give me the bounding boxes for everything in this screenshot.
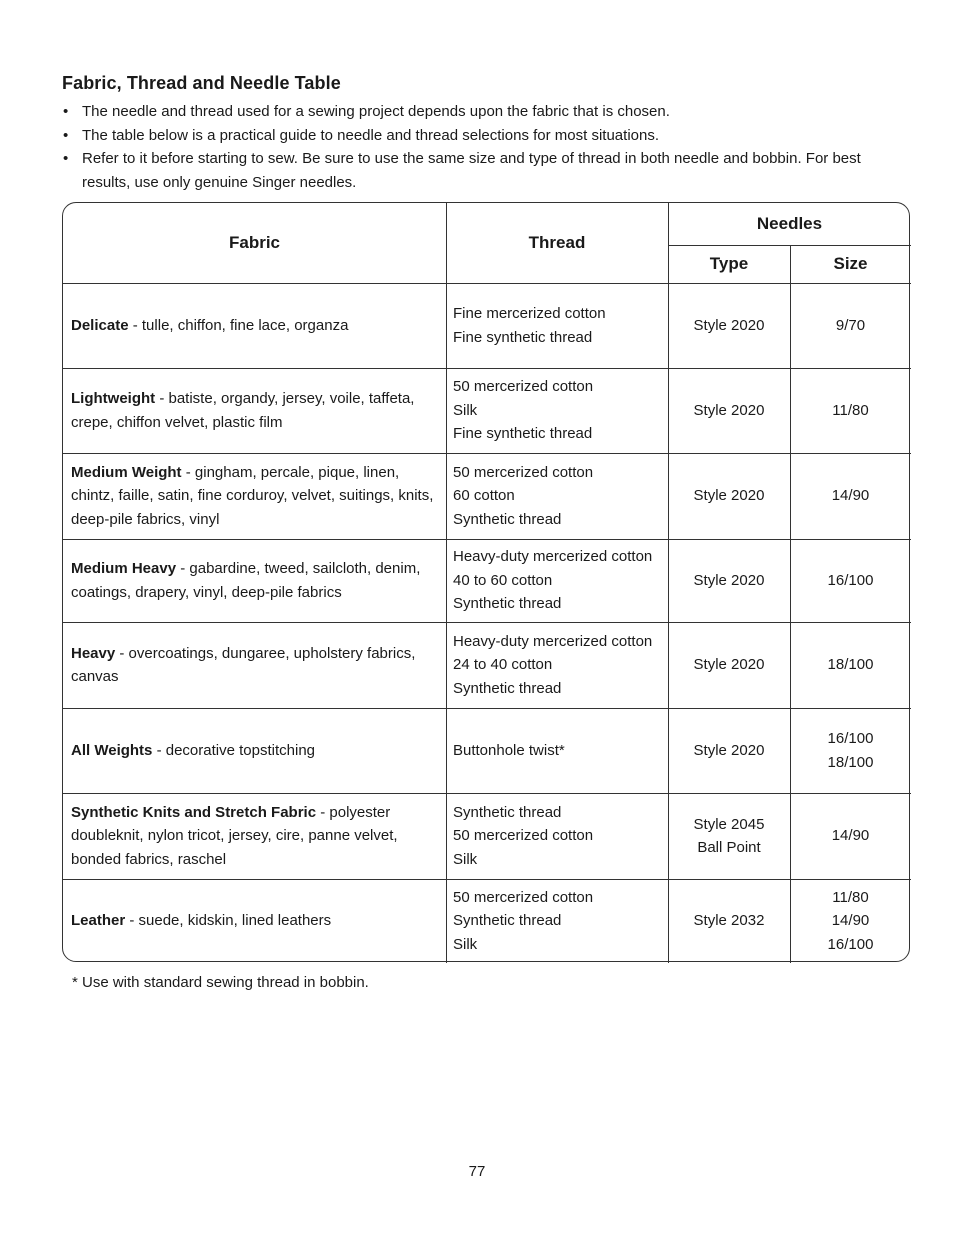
header-needles: Needles (756, 214, 823, 233)
needle-size-line: 18/100 (827, 753, 874, 771)
needle-type-cell (668, 484, 790, 508)
fabric-name: Synthetic Knits and Stretch Fabric (71, 803, 317, 821)
thread-line: 50 mercerized cotton (453, 888, 594, 906)
thread-line: 50 mercerized cotton (453, 463, 594, 481)
thread-line: Synthetic thread (453, 595, 562, 613)
needle-type-cell (668, 909, 790, 933)
needle-size-line: 14/90 (831, 487, 870, 505)
thread-line: Buttonhole twist* (453, 741, 565, 759)
fabric-name: Leather (71, 912, 126, 929)
thread-line: Heavy-duty mercerized cotton (453, 632, 653, 650)
bullet-item: • The table below is a practical guide to needle and thread selections for most situations. (60, 124, 890, 148)
thread-cell (453, 545, 668, 616)
thread-cell (453, 886, 668, 957)
needle-size-cell (790, 399, 911, 423)
row-divider (63, 539, 911, 540)
needle-size-line: 16/100 (827, 571, 874, 589)
fabric-cell: Synthetic Knits and Stretch Fabric - polyester doubleknit, nylon tricot, jersey, cire, panne velvet, bonded fabrics, raschel (71, 803, 398, 868)
needle-type-cell (668, 813, 790, 860)
fabric-cell: Delicate - tulle, chiffon, fine lace, organza (71, 316, 349, 334)
fabric-description: batiste, organdy, jersey, voile, taffeta, crepe, chiffon velvet, plastic film (71, 390, 415, 431)
needle-size-line: 14/90 (831, 912, 870, 930)
thread-line: Fine synthetic thread (453, 425, 593, 443)
thread-line: Silk (453, 850, 478, 868)
thread-line: Synthetic thread (453, 679, 562, 697)
thread-line: Fine synthetic thread (453, 328, 593, 346)
needle-type-cell (668, 399, 790, 423)
row-divider (63, 879, 911, 880)
fabric-name: Delicate (71, 316, 129, 334)
thread-cell (453, 630, 668, 701)
footnote: * Use with standard sewing thread in bobbin. (72, 974, 369, 991)
thread-line: Silk (453, 935, 478, 953)
header-type: Type (709, 254, 749, 273)
fabric-name: All Weights (71, 741, 153, 759)
thread-line: Synthetic thread (453, 912, 562, 930)
intro-bullet-list (60, 100, 890, 194)
fabric-cell: Medium Heavy - gabardine, tweed, sailcloth, denim, coatings, drapery, vinyl, deep-pile fabrics (71, 560, 421, 601)
thread-line: 50 mercerized cotton (453, 378, 594, 396)
thread-line: 50 mercerized cotton (453, 827, 594, 845)
fabric-description: gingham, percale, pique, linen, chintz, faille, satin, fine corduroy, velvet, suitings, knits, deep-pile fabrics, vinyl (71, 463, 434, 528)
needle-type-line: Style 2020 (693, 487, 765, 505)
needle-size-line: 18/100 (827, 656, 874, 674)
bullet-item: • The needle and thread used for a sewing project depends upon the fabric that is chosen. (60, 100, 890, 124)
needle-size-cell (790, 314, 911, 338)
needle-type-line: Style 2020 (693, 656, 765, 674)
thread-line: Fine mercerized cotton (453, 305, 606, 322)
needle-size-cell (790, 886, 911, 957)
needle-size-cell (790, 569, 911, 593)
thread-cell (453, 375, 668, 446)
needle-type-line: Style 2020 (693, 571, 765, 589)
fabric-name: Medium Heavy (71, 560, 177, 577)
fabric-cell: Medium Weight - gingham, percale, pique, linen, chintz, faille, satin, fine corduroy, velvet, suitings, knits, deep-pile fabrics, vinyl (71, 463, 434, 528)
thread-line: 40 to 60 cotton (453, 571, 553, 589)
row-divider (63, 368, 911, 369)
row-divider (63, 708, 911, 709)
header-divider (668, 245, 911, 246)
needle-size-line: 11/80 (832, 888, 869, 906)
needle-type-line: Style 2045 (693, 815, 765, 833)
needle-type-line: Style 2020 (693, 316, 765, 334)
needle-size-cell (790, 653, 911, 677)
row-divider (63, 793, 911, 794)
fabric-description: gabardine, tweed, sailcloth, denim, coatings, drapery, vinyl, deep-pile fabrics (71, 560, 421, 601)
needle-size-line: 14/90 (831, 827, 870, 845)
needle-size-cell (790, 484, 911, 508)
thread-line: Heavy-duty mercerized cotton (453, 548, 653, 566)
fabric-description: tulle, chiffon, fine lace, organza (141, 316, 349, 334)
thread-cell (453, 801, 668, 872)
fabric-cell: Heavy - overcoatings, dungaree, upholstery fabrics, canvas (71, 644, 416, 685)
thread-line: Synthetic thread (453, 510, 562, 528)
needle-type-line: Style 2020 (693, 741, 765, 759)
header-fabric: Fabric (228, 233, 281, 252)
page-number: 77 (468, 1163, 486, 1180)
fabric-cell: All Weights - decorative topstitching (71, 741, 316, 759)
needle-size-line: 11/80 (832, 401, 869, 419)
fabric-cell: Leather - suede, kidskin, lined leathers (71, 912, 332, 929)
fabric-description: polyester doubleknit, nylon tricot, jersey, cire, panne velvet, bonded fabrics, raschel (71, 803, 398, 868)
thread-cell (453, 461, 668, 532)
needle-type-line: Ball Point (697, 839, 761, 856)
needle-size-line: 16/100 (827, 935, 874, 953)
thread-line: Silk (453, 401, 478, 419)
fabric-name: Lightweight (71, 390, 156, 407)
header-size: Size (833, 254, 868, 273)
needle-type-cell (668, 739, 790, 763)
needle-type-line: Style 2020 (693, 401, 765, 419)
column-divider (446, 203, 447, 963)
fabric-cell: Lightweight - batiste, organdy, jersey, voile, taffeta, crepe, chiffon velvet, plastic film (71, 390, 415, 431)
row-divider (63, 453, 911, 454)
needle-size-line: 9/70 (835, 316, 866, 334)
needle-type-cell (668, 653, 790, 677)
row-divider (63, 622, 911, 623)
fabric-thread-needle-table (62, 202, 910, 962)
needle-type-cell (668, 569, 790, 593)
fabric-description: suede, kidskin, lined leathers (138, 912, 332, 929)
header-thread: Thread (528, 233, 586, 252)
fabric-name: Heavy (71, 644, 116, 662)
thread-cell (453, 302, 668, 349)
fabric-description: overcoatings, dungaree, upholstery fabrics, canvas (71, 644, 416, 685)
needle-type-cell (668, 314, 790, 338)
needle-size-cell (790, 727, 911, 774)
page-title: Fabric, Thread and Needle Table (62, 73, 341, 93)
thread-line: 60 cotton (453, 487, 515, 505)
thread-line: 24 to 40 cotton (453, 656, 553, 674)
thread-line: Synthetic thread (453, 803, 562, 821)
needle-type-line: Style 2032 (693, 912, 765, 930)
thread-cell (453, 739, 668, 763)
needle-size-line: 16/100 (827, 730, 874, 747)
row-divider (63, 283, 911, 284)
needle-size-cell (790, 824, 911, 848)
fabric-name: Medium Weight (71, 463, 182, 481)
fabric-description: decorative topstitching (165, 741, 316, 759)
bullet-item: • Refer to it before starting to sew. Be sure to use the same size and type of thread in both needle and bobbin. For best results, use only genuine Singer needles. (60, 147, 890, 194)
column-divider (790, 245, 791, 963)
